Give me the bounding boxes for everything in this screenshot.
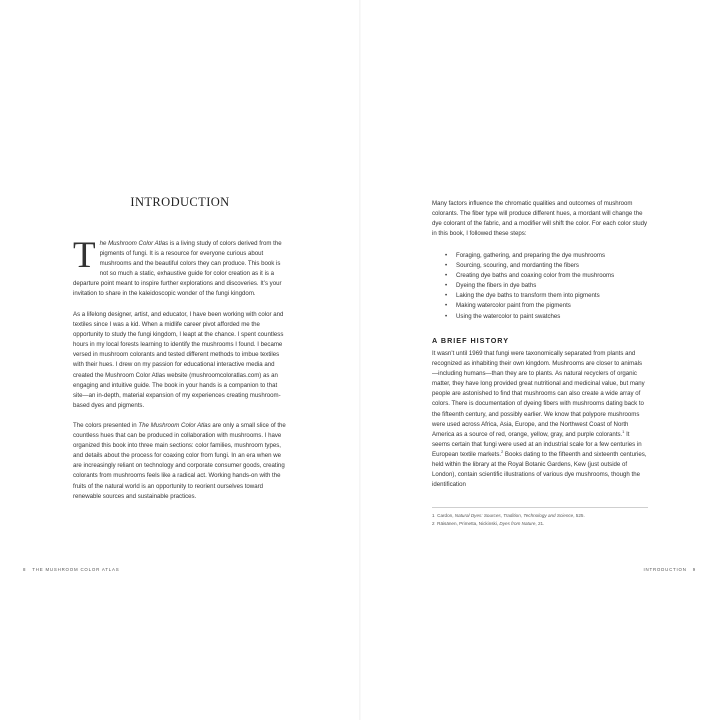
bullet-icon: • <box>445 302 448 310</box>
footnote <box>432 520 648 528</box>
intro-paragraph <box>73 235 287 300</box>
bullet-icon: • <box>445 252 448 259</box>
list-item-text: Using the watercolor to paint swatches <box>456 312 561 320</box>
running-head: INTRODUCTION <box>643 567 687 572</box>
footnotes <box>432 512 648 528</box>
list-item <box>432 271 648 281</box>
right-page <box>360 0 720 720</box>
list-item <box>432 251 648 261</box>
steps-list <box>432 251 648 322</box>
list-item-text: Foraging, gathering, and preparing the dye mushrooms <box>456 252 606 259</box>
list-item-text: Laking the dye baths to transform them into pigments <box>456 292 600 300</box>
history-text-1: It wasn’t until 1969 that fungi were taxonomically separated from plants and recognized as inhabiting their own kingdom. Mushrooms are closer to animals—including humans—than they are to plants. As natural recyclers of organic matter, they have long provided great nutritional and medicinal value, but many people are astonished to find that mushrooms can also create a wide array of colors. There is documentation of dyeing fibers with mushrooms dating back to the fifteenth century, and possibly earlier. We know that polypore mushrooms were used across Africa, Asia, Europe, and the Northwest Coast of North America as a source of red, orange, yellow, gray, and purple colorants. <box>432 350 645 438</box>
footnote-ref-1: 1 <box>622 429 625 434</box>
bullet-icon: • <box>445 272 448 280</box>
footnote-page: , 525. <box>573 513 585 518</box>
intro-paragraph-text: is a living study of colors derived from the pigments of fungi. It is a resource for everyone curious about mushrooms and the beautiful colors they can produce. This book is not so much a static, exhaustive guide for color creation as it is a departure point meant to inspire further explorations and discoveries. It’s your invitation to share in the kaleidoscopic wonder of the fungi kingdom. <box>73 240 282 298</box>
paragraph-3 <box>73 421 287 502</box>
bullet-icon: • <box>445 312 448 320</box>
list-item-text: Creating dye baths and coaxing color from the mushrooms <box>456 272 615 280</box>
page-number: 8 <box>23 567 27 572</box>
list-item <box>432 312 648 322</box>
footnote-number: 2 <box>432 521 435 526</box>
list-item-text: Making watercolor paint from the pigments <box>456 302 571 310</box>
paragraph-3-italic: The Mushroom Color Atlas <box>138 422 211 429</box>
footnote-page: , 21. <box>535 521 545 526</box>
list-item <box>432 291 648 301</box>
drop-cap: T <box>73 235 96 276</box>
footnote-ref-2: 2 <box>501 449 504 454</box>
page-title: INTRODUCTION <box>130 195 230 209</box>
factors-paragraph: Many factors influence the chromatic qualities and outcomes of mushroom colorants. The fiber type will produce different hues, a mordant will change the dye colorant of the fabric, and a modifier will shift the color. For each color study in this book, I followed these steps: <box>432 200 648 238</box>
left-folio <box>23 567 119 572</box>
history-text-3: Books dating to the fifteenth and sixteenth centuries, held within the library at the Royal Botanic Gardens, Kew (just outside of London), contain scientific illustrations of various dye mushrooms, though the identification <box>432 450 647 489</box>
footnote-text: Räisänen, Primetta, Nickinski, <box>437 521 500 526</box>
bullet-icon: • <box>445 282 448 290</box>
paragraph-3-before: The colors presented in <box>73 422 139 429</box>
footnote-title: Natural Dyes: Sources, Tradition, Technology and Science <box>454 513 574 518</box>
book-title-italic: he Mushroom Color Atlas <box>99 240 169 247</box>
bullet-icon: • <box>445 292 448 300</box>
paragraph-2: As a lifelong designer, artist, and educator, I have been working with color and textiles since I was a kid. When a midlife career pivot afforded me the opportunity to study the fungi kingdom, I leapt at the chance. I spent countless hours in my local forests learning to identify the mushrooms I found. I became versed in mushroom colorants and tested different methods to imbue textiles with their hues. I drew on my passion for educational interactive media and created the Mushroom Color Atlas website (mushroomcoloratlas.com) as an engaging and intuitive guide. The book in your hands is a companion to that site—an in-depth, material expansion of my experiences creating mushroom-based dyes and pigments. <box>73 311 284 409</box>
bullet-icon: • <box>445 262 448 270</box>
right-folio <box>643 567 696 572</box>
footnote-number: 1 <box>432 513 435 518</box>
page-number: 9 <box>692 567 696 572</box>
running-head: THE MUSHROOM COLOR ATLAS <box>32 567 120 572</box>
footnote-text: Cardon, <box>437 513 455 518</box>
paragraph-3-after: are only a small slice of the countless hues that can be produced in collaboration with mushrooms. I have organized this book into three main sections: color families, mushroom types, and details about the process for coaxing color from fungi. In an era when we are increasingly reliant on technology and corporate consumer goods, creating colorants from mushrooms feels like a radical act. Working hands-on with the fruits of the natural world is an opportunity to reorient ourselves toward renewable sources and sustainable practices. <box>73 422 286 500</box>
list-item <box>432 301 648 311</box>
section-heading: A BRIEF HISTORY <box>432 336 510 345</box>
footnote-rule <box>432 507 648 508</box>
history-text-2: It seems certain that fungi were used at an industrial scale for a few centuries in European textile markets. <box>432 430 642 458</box>
footnote-title: Dyes from Nature <box>499 521 536 526</box>
history-paragraph <box>432 349 648 490</box>
list-item <box>432 281 648 291</box>
list-item-text: Dyeing the fibers in dye baths <box>456 282 537 290</box>
list-item <box>432 261 648 271</box>
footnote <box>432 512 648 520</box>
list-item-text: Sourcing, scouring, and mordanting the fibers <box>456 262 579 270</box>
